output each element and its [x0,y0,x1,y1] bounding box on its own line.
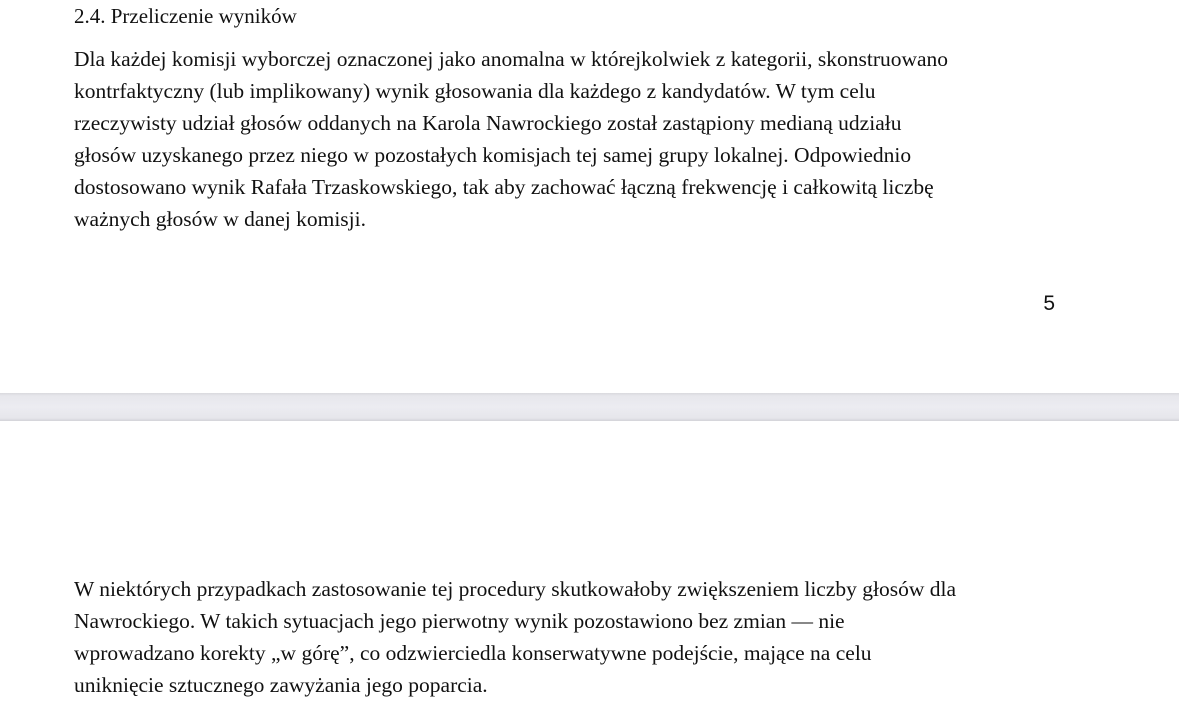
paragraph-line: dostosowano wynik Rafała Trzaskowskiego, tak aby zachować łączną frekwencję i całkowitą liczbę [74,175,934,199]
paragraph-line: kontrfaktyczny (lub implikowany) wynik głosowania dla każdego z kandydatów. W tym celu [74,79,876,103]
paragraph-line: W niektórych przypadkach zastosowanie tej procedury skutkowałoby zwiększeniem liczby głosów dla [74,577,957,601]
paragraph-no-upward-correction [74,573,956,701]
paragraph-line: uniknięcie sztucznego zawyżania jego poparcia. [74,673,488,697]
paragraph-line: Nawrockiego. W takich sytuacjach jego pierwotny wynik pozostawiono bez zmian — nie [74,609,845,633]
paragraph-recalculation [74,43,948,235]
paragraph-line: wprowadzano korekty „w górę”, co odzwierciedla konserwatywne podejście, mające na celu [74,641,872,665]
paragraph-line: rzeczywisty udział głosów oddanych na Karola Nawrockiego został zastąpiony medianą udziału [74,111,902,135]
paragraph-line: głosów uzyskanego przez niego w pozostałych komisjach tej samej grupy lokalnej. Odpowiednio [74,143,912,167]
section-heading: 2.4. Przeliczenie wyników [74,4,297,28]
paragraph-line: Dla każdej komisji wyborczej oznaczonej jako anomalna w którejkolwiek z kategorii, skonstruowano [74,47,949,71]
page-number: 5 [1043,292,1055,315]
paragraph-line: ważnych głosów w danej komisji. [74,207,366,231]
page-separator [0,393,1179,421]
